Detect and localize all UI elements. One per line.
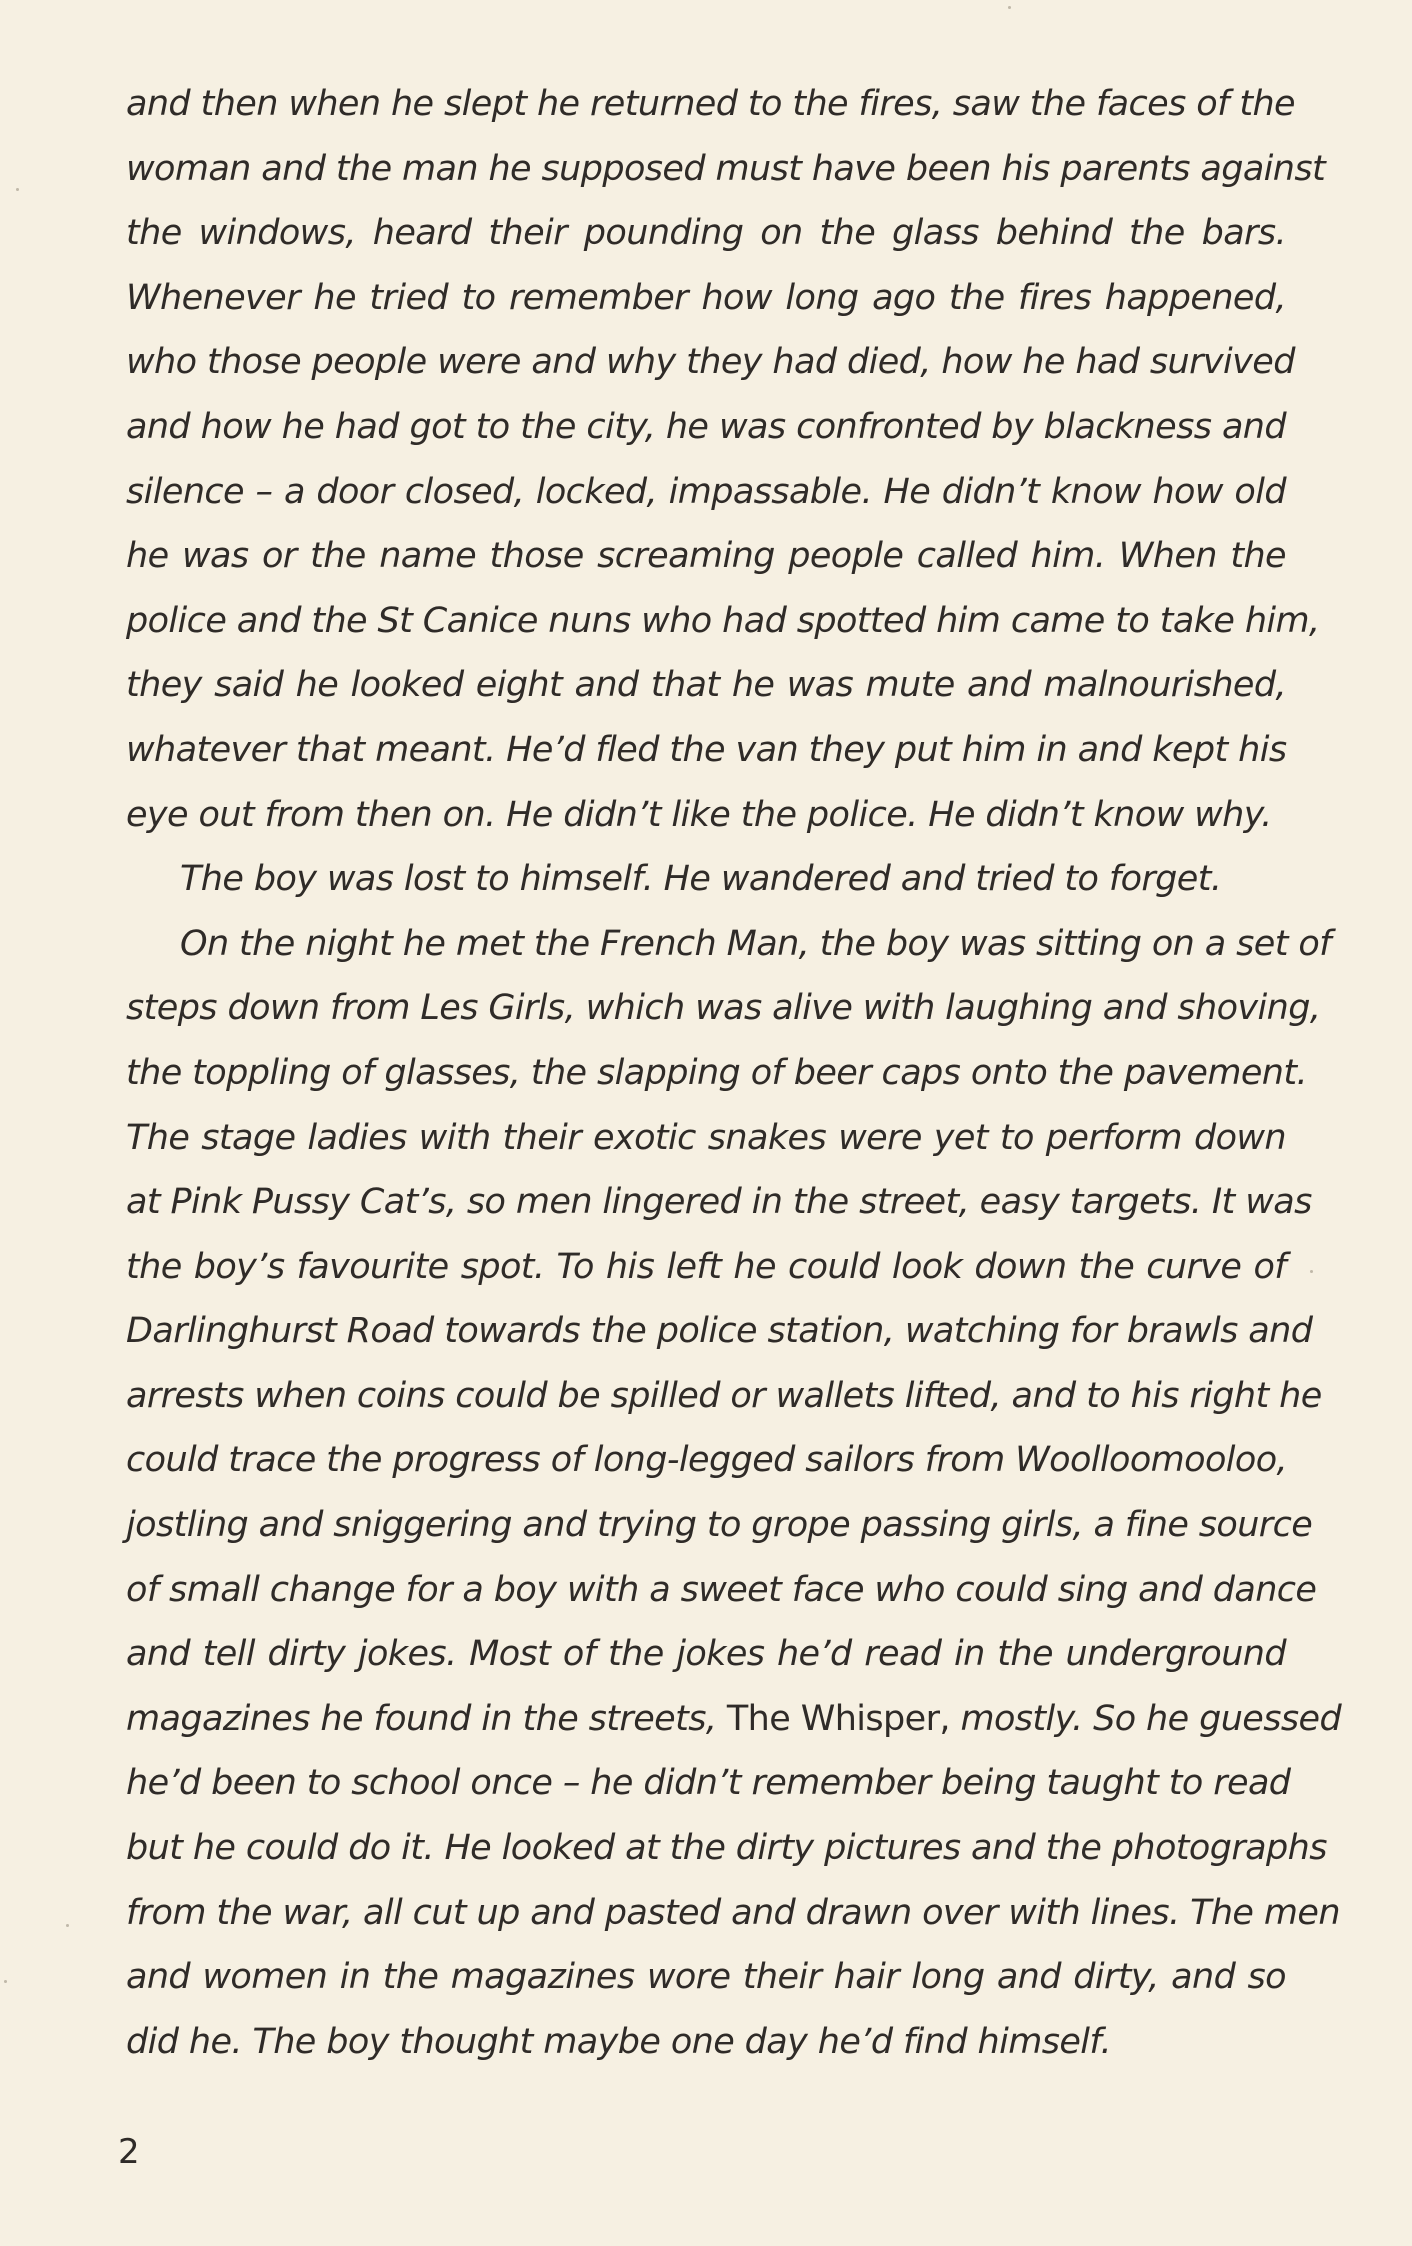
text-line: he was or the name those screaming people called him. When the xyxy=(126,536,1286,577)
text-line xyxy=(126,1687,1342,1752)
text-fragment: magazines he found in the streets, xyxy=(126,1698,717,1739)
text-line: arrests when coins could be spilled or wallets lifted, and to his right he xyxy=(126,1375,1322,1416)
text-line: eye out from then on. He didn’t like the police. He didn’t know why. xyxy=(126,794,1272,835)
text-fragment: mostly. So he guessed xyxy=(960,1698,1342,1739)
text-line: the toppling of glasses, the slapping of beer caps onto the pavement. xyxy=(126,1052,1308,1093)
magazine-title: The Whisper, xyxy=(726,1698,950,1739)
paper-speck xyxy=(1008,6,1011,9)
text-line: whatever that meant. He’d fled the van they put him in and kept his xyxy=(126,729,1287,770)
text-line: the windows, heard their pounding on the glass behind the bars. xyxy=(126,213,1286,254)
text-line: could trace the progress of long-legged sailors from Woolloomooloo, xyxy=(126,1440,1288,1481)
text-line: steps down from Les Girls, which was alive with laughing and shoving, xyxy=(126,988,1321,1029)
text-line: jostling and sniggering and trying to grope passing girls, a fine source xyxy=(126,1505,1313,1546)
text-line: silence – a door closed, locked, impassable. He didn’t know how old xyxy=(126,471,1286,512)
text-line: but he could do it. He looked at the dirty pictures and the photographs xyxy=(126,1828,1327,1869)
text-line: at Pink Pussy Cat’s, so men lingered in the street, easy targets. It was xyxy=(126,1182,1312,1223)
text-line: and how he had got to the city, he was confronted by blackness and xyxy=(126,406,1286,447)
paper-speck xyxy=(66,1924,69,1927)
body-text xyxy=(126,72,1342,2074)
paragraph-start-line: The boy was lost to himself. He wandered and tried to forget. xyxy=(180,859,1222,900)
page-number: 2 xyxy=(118,2132,140,2172)
text-line: did he. The boy thought maybe one day he’d find himself. xyxy=(126,2021,1112,2062)
text-line: of small change for a boy with a sweet face who could sing and dance xyxy=(126,1569,1317,1610)
paper-speck xyxy=(4,1980,7,1983)
text-line: woman and the man he supposed must have been his parents against xyxy=(126,148,1326,189)
text-line: he’d been to school once – he didn’t remember being taught to read xyxy=(126,1763,1291,1804)
text-line: from the war, all cut up and pasted and drawn over with lines. The men xyxy=(126,1892,1340,1933)
text-line: police and the St Canice nuns who had spotted him came to take him, xyxy=(126,600,1320,641)
text-line: and tell dirty jokes. Most of the jokes he’d read in the underground xyxy=(126,1634,1286,1675)
paper-speck xyxy=(16,188,19,191)
text-line: Darlinghurst Road towards the police station, watching for brawls and xyxy=(126,1311,1313,1352)
text-line: and women in the magazines wore their hair long and dirty, and so xyxy=(126,1957,1286,1998)
text-line: they said he looked eight and that he was mute and malnourished, xyxy=(126,665,1286,706)
text-line: Whenever he tried to remember how long ago the fires happened, xyxy=(126,277,1286,318)
paragraph-start-line: On the night he met the French Man, the boy was sitting on a set of xyxy=(180,923,1331,964)
text-line: and then when he slept he returned to the fires, saw the faces of the xyxy=(126,84,1295,124)
paper-speck xyxy=(1310,1270,1313,1273)
text-line: the boy’s favourite spot. To his left he could look down the curve of xyxy=(126,1246,1286,1287)
text-line: who those people were and why they had died, how he had survived xyxy=(126,342,1295,383)
text-line: The stage ladies with their exotic snakes were yet to perform down xyxy=(126,1117,1286,1158)
